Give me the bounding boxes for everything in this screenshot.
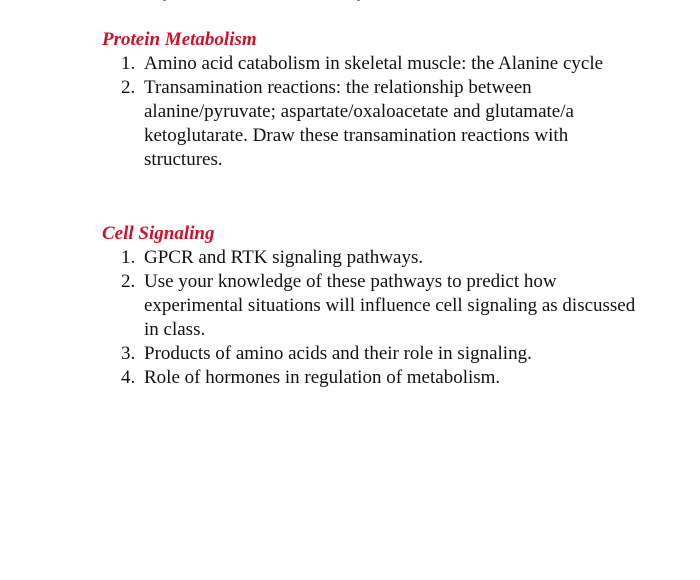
cell-signaling-section	[102, 222, 662, 390]
list-item	[102, 246, 644, 270]
item-number: 2.	[121, 271, 136, 292]
topic-list	[102, 52, 662, 172]
item-text: Products of amino acids and their role in signaling.	[144, 343, 532, 364]
item-text: GPCR and RTK signaling pathways.	[144, 247, 424, 268]
item-text: Transamination reactions: the relationship between alanine/pyruvate; aspartate/oxaloacetate and glutamate/a ketoglutarate. Draw these transamination reactions with structures.	[144, 77, 574, 170]
list-item	[102, 76, 644, 172]
item-number: 2.	[121, 77, 136, 98]
list-item	[102, 366, 644, 390]
item-number: 4.	[121, 367, 136, 388]
protein-metabolism-section	[102, 28, 662, 172]
item-text: Use your knowledge of these pathways to predict how experimental situations will influence cell signaling as discussed in class.	[144, 271, 636, 340]
section-heading: Protein Metabolism	[102, 29, 257, 50]
item-number: 1.	[121, 247, 136, 268]
topic-list	[102, 246, 662, 390]
item-number: 1.	[121, 53, 136, 74]
item-number: 3.	[121, 343, 136, 364]
cropped-previous-line	[0, 0, 700, 6]
list-item	[102, 52, 644, 76]
item-text: Role of hormones in regulation of metabolism.	[144, 367, 501, 388]
text-fragment	[163, 0, 166, 1]
list-item	[102, 270, 644, 342]
item-text: Amino acid catabolism in skeletal muscle: the Alanine cycle	[144, 53, 604, 74]
list-item	[102, 342, 644, 366]
section-heading: Cell Signaling	[102, 223, 215, 244]
text-fragment	[357, 0, 360, 1]
